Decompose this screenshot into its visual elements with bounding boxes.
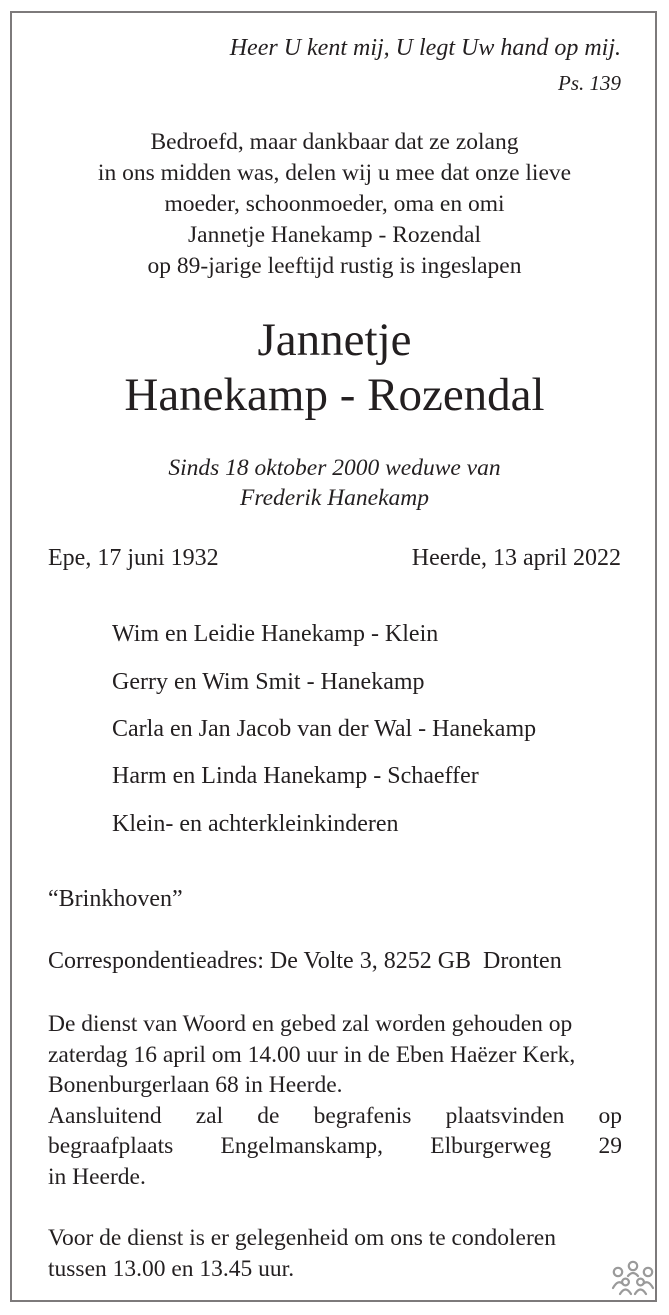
family-group-icon <box>610 1258 656 1298</box>
intro-line: in ons midden was, delen wij u mee dat onze lieve <box>97 160 572 186</box>
family-item: Gerry en Wim Smit - Hanekamp <box>112 669 425 695</box>
service-line: De dienst van Woord en gebed zal worden gehouden op <box>48 1011 573 1037</box>
family-item: Wim en Leidie Hanekamp - Klein <box>112 621 439 647</box>
widow-line: Frederik Hanekamp <box>239 485 430 511</box>
family-item: Harm en Linda Hanekamp - Schaeffer <box>112 763 479 789</box>
intro-line: op 89-jarige leeftijd rustig is ingeslapen <box>147 253 522 279</box>
intro-line: moeder, schoonmoeder, oma en omi <box>164 191 505 217</box>
verse-text: Heer U kent mij, U legt Uw hand op mij. <box>229 35 621 61</box>
condolence-paragraph <box>48 1223 622 1284</box>
correspondence-address: Correspondentieadres: De Volte 3, 8252 GB Dronten <box>48 948 562 974</box>
service-line: Bonenburgerlaan 68 in Heerde. <box>48 1072 343 1098</box>
condolence-line: tussen 13.00 en 13.45 uur. <box>48 1255 295 1282</box>
widow-line: Sinds 18 oktober 2000 weduwe van <box>168 455 501 481</box>
intro-line: Bedroefd, maar dankbaar dat ze zolang <box>150 129 519 155</box>
service-line: zaterdag 16 april om 14.00 uur in de Eben Haëzer Kerk, <box>48 1041 576 1068</box>
service-line: begraafplaats Engelmanskamp, Elburgerweg 29 <box>48 1133 622 1159</box>
verse-reference: Ps. 139 <box>558 71 621 95</box>
condolence-line: Voor de dienst is er gelegenheid om ons te condoleren <box>48 1225 556 1251</box>
service-paragraph <box>48 1009 622 1192</box>
deceased-first-name: Jannetje <box>257 314 412 366</box>
death-date: Heerde, 13 april 2022 <box>411 545 621 571</box>
service-line: in Heerde. <box>48 1163 146 1190</box>
family-item: Carla en Jan Jacob van der Wal - Hanekamp <box>112 716 537 742</box>
birth-date: Epe, 17 juni 1932 <box>48 545 219 571</box>
deceased-last-name: Hanekamp - Rozendal <box>124 369 545 421</box>
intro-line: Jannetje Hanekamp - Rozendal <box>188 222 481 248</box>
service-line: Aansluitend zal de begrafenis plaatsvinden op <box>48 1102 622 1129</box>
family-item: Klein- en achterkleinkinderen <box>112 811 399 837</box>
residence-name: “Brinkhoven” <box>48 886 183 912</box>
